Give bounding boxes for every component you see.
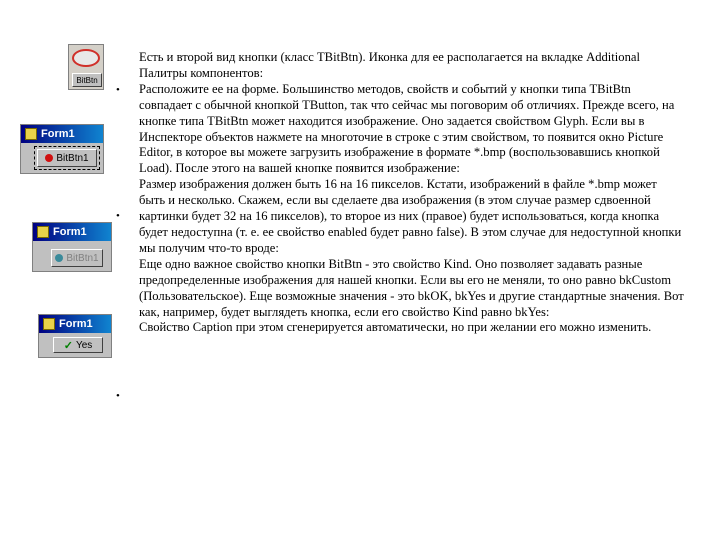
bullet: • — [116, 390, 120, 402]
yes-bitbtn-caption: Yes — [75, 339, 93, 351]
paragraph-glyph: Расположите ее на форме. Большинство методов, свойств и событий у кнопки типа TBitBtn совпадает с обычной кнопкой TButton, так что сейчас мы поговорим об отличиях. Прежде всего, на кнопке типа TBitBtn может находится изображение. Оно задается свойством Glyph. Если вы в Инспекторе объектов нажмете на многоточие в строке с этим свойством, то появится окно Picture Editor, в которое вы можете загрузить изображение в формате *.bmp (воспользовавшись кнопкой Load). После этого на вашей кнопке появится изображение: — [139, 81, 675, 176]
palette-component-icon[interactable] — [72, 49, 100, 67]
red-glyph-icon — [45, 154, 53, 162]
paragraph-caption: Свойство Caption при этом сгенерируется автоматически, но при желании его можно изменить. — [139, 320, 652, 335]
design-bitbtn-caption: BitBtn1 — [56, 152, 89, 164]
bullet: • — [116, 210, 120, 222]
disabled-glyph-icon — [55, 254, 63, 262]
design-form-titlebar — [21, 125, 103, 143]
kind-form-window — [38, 314, 112, 358]
form-icon — [37, 226, 49, 238]
disabled-form-window — [32, 222, 112, 272]
form-icon — [25, 128, 37, 140]
disabled-form-titlebar — [33, 223, 111, 241]
paragraph-kind: Еще одно важное свойство кнопки BitBtn - это свойство Kind. Оно позволяет задавать разные предопределенные изображения для нашей кнопки. Если вы его не меняли, то оно равно bkCustom (Пользовательское). Еще возможные значения - это bkOK, bkYes и другие стандартные значения. Вот как, например, будет выглядеть кнопка, если его свойство Kind равно bkYes: — [139, 256, 684, 319]
design-bitbtn[interactable] — [37, 149, 97, 167]
bullet: • — [116, 84, 120, 96]
form-icon — [43, 318, 55, 330]
checkmark-icon: ✓ — [63, 339, 73, 352]
kind-form-titlebar — [39, 315, 111, 333]
palette-button — [72, 73, 102, 87]
yes-bitbtn[interactable] — [53, 337, 103, 353]
disabled-bitbtn — [51, 249, 103, 267]
body-text — [139, 50, 684, 336]
kind-form-title: Form1 — [59, 318, 93, 330]
disabled-form-title: Form1 — [53, 226, 87, 238]
paragraph-intro: Есть и второй вид кнопки (класс TBitBtn). Иконка для ее располагается на вкладке Additional Палитры компонентов: — [139, 50, 640, 80]
design-form-title: Form1 — [41, 128, 75, 140]
design-form-window — [20, 124, 104, 174]
palette-button-caption: BitBtn — [76, 75, 98, 85]
paragraph-size: Размер изображения должен быть 16 на 16 пикселов. Кстати, изображений в файле *.bmp может быть и несколько. Скажем, если вы сделаете два изображения (в этом случае размер сдвоенной картинки будет 32 на 16 пикселов), то второе из них (правое) будет использоваться, когда кнопка будет недоступна (т. е. ее свойство enabled будет равно false). В этом случае для недоступной кнопки мы получим что-то вроде: — [139, 177, 682, 255]
disabled-bitbtn-caption: BitBtn1 — [66, 252, 99, 264]
palette-figure — [68, 44, 104, 90]
